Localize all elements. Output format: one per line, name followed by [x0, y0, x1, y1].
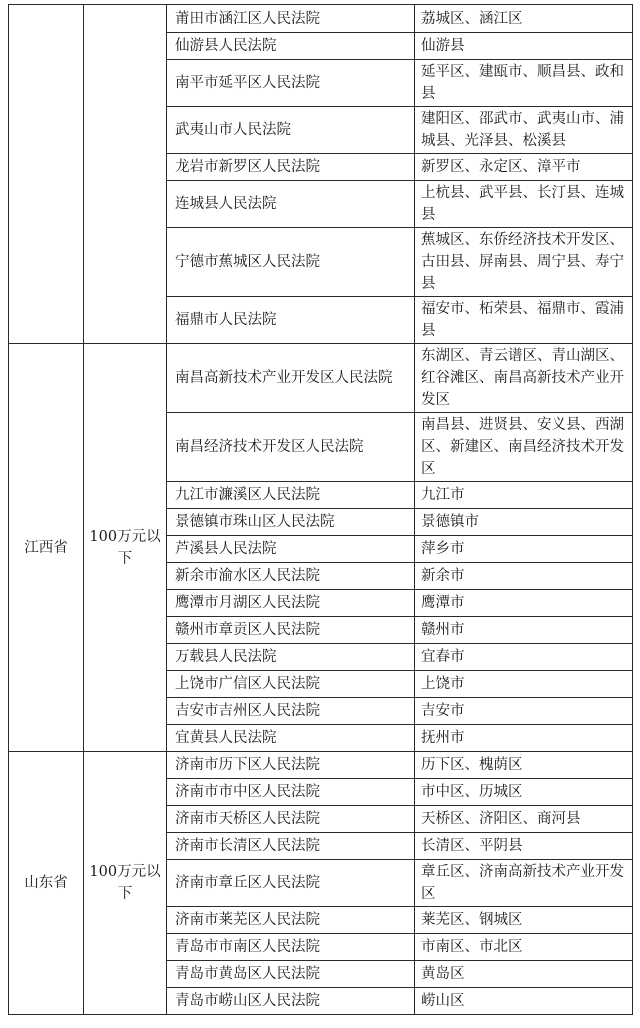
jurisdiction-area-cell: 萍乡市 [415, 536, 633, 563]
jurisdiction-area-cell: 蕉城区、东侨经济技术开发区、古田县、屏南县、周宁县、寿宁县 [415, 228, 633, 297]
jurisdiction-area-cell: 九江市 [415, 482, 633, 509]
court-name-cell: 仙游县人民法院 [167, 33, 415, 60]
court-name-cell: 景德镇市珠山区人民法院 [167, 509, 415, 536]
table-row [9, 5, 633, 33]
court-name-cell: 上饶市广信区人民法院 [167, 671, 415, 698]
court-name-cell: 吉安市吉州区人民法院 [167, 698, 415, 725]
jurisdiction-area-cell: 市中区、历城区 [415, 779, 633, 806]
jurisdiction-area-cell: 新余市 [415, 563, 633, 590]
jurisdiction-area-cell: 天桥区、济阳区、商河县 [415, 806, 633, 833]
table-row [9, 752, 633, 779]
court-name-cell: 九江市濂溪区人民法院 [167, 482, 415, 509]
jurisdiction-area-cell: 南昌县、进贤县、安义县、西湖区、新建区、南昌经济技术开发区 [415, 413, 633, 482]
court-name-cell: 武夷山市人民法院 [167, 107, 415, 154]
court-name-cell: 济南市市中区人民法院 [167, 779, 415, 806]
table-body [9, 5, 633, 1015]
court-name-cell: 鹰潭市月湖区人民法院 [167, 590, 415, 617]
court-name-cell: 芦溪县人民法院 [167, 536, 415, 563]
court-name-cell: 南昌经济技术开发区人民法院 [167, 413, 415, 482]
amount-cell: 100万元以下 [84, 752, 167, 1015]
court-name-cell: 青岛市市南区人民法院 [167, 934, 415, 961]
jurisdiction-area-cell: 鹰潭市 [415, 590, 633, 617]
court-name-cell: 济南市天桥区人民法院 [167, 806, 415, 833]
court-name-cell: 福鼎市人民法院 [167, 297, 415, 344]
jurisdiction-area-cell: 新罗区、永定区、漳平市 [415, 154, 633, 181]
court-name-cell: 龙岩市新罗区人民法院 [167, 154, 415, 181]
province-cell [9, 5, 84, 344]
court-name-cell: 宜黄县人民法院 [167, 725, 415, 752]
jurisdiction-area-cell: 章丘区、济南高新技术产业开发区 [415, 860, 633, 907]
court-name-cell: 济南市章丘区人民法院 [167, 860, 415, 907]
jurisdiction-area-cell: 赣州市 [415, 617, 633, 644]
jurisdiction-area-cell: 抚州市 [415, 725, 633, 752]
jurisdiction-area-cell: 荔城区、涵江区 [415, 5, 633, 33]
jurisdiction-area-cell: 历下区、槐荫区 [415, 752, 633, 779]
amount-cell: 100万元以下 [84, 344, 167, 752]
jurisdiction-area-cell: 黄岛区 [415, 961, 633, 988]
jurisdiction-area-cell: 宜春市 [415, 644, 633, 671]
court-name-cell: 济南市长清区人民法院 [167, 833, 415, 860]
jurisdiction-area-cell: 上饶市 [415, 671, 633, 698]
court-name-cell: 南昌高新技术产业开发区人民法院 [167, 344, 415, 413]
jurisdiction-area-cell: 莱芜区、钢城区 [415, 907, 633, 934]
jurisdiction-area-cell: 长清区、平阴县 [415, 833, 633, 860]
court-name-cell: 新余市渝水区人民法院 [167, 563, 415, 590]
jurisdiction-area-cell: 延平区、建瓯市、顺昌县、政和县 [415, 60, 633, 107]
court-name-cell: 赣州市章贡区人民法院 [167, 617, 415, 644]
province-cell: 江西省 [9, 344, 84, 752]
jurisdiction-area-cell: 东湖区、青云谱区、青山湖区、红谷滩区、南昌高新技术产业开发区 [415, 344, 633, 413]
jurisdiction-area-cell: 建阳区、邵武市、武夷山市、浦城县、光泽县、松溪县 [415, 107, 633, 154]
court-name-cell: 莆田市涵江区人民法院 [167, 5, 415, 33]
jurisdiction-area-cell: 崂山区 [415, 988, 633, 1015]
court-name-cell: 宁德市蕉城区人民法院 [167, 228, 415, 297]
court-name-cell: 济南市莱芜区人民法院 [167, 907, 415, 934]
jurisdiction-area-cell: 市南区、市北区 [415, 934, 633, 961]
court-name-cell: 连城县人民法院 [167, 181, 415, 228]
court-name-cell: 南平市延平区人民法院 [167, 60, 415, 107]
province-cell: 山东省 [9, 752, 84, 1015]
court-name-cell: 青岛市黄岛区人民法院 [167, 961, 415, 988]
jurisdiction-area-cell: 吉安市 [415, 698, 633, 725]
jurisdiction-area-cell: 仙游县 [415, 33, 633, 60]
jurisdiction-area-cell: 上杭县、武平县、长汀县、连城县 [415, 181, 633, 228]
court-name-cell: 济南市历下区人民法院 [167, 752, 415, 779]
jurisdiction-area-cell: 福安市、柘荣县、福鼎市、霞浦县 [415, 297, 633, 344]
amount-cell [84, 5, 167, 344]
court-jurisdiction-table [8, 4, 633, 1015]
court-name-cell: 万载县人民法院 [167, 644, 415, 671]
court-name-cell: 青岛市崂山区人民法院 [167, 988, 415, 1015]
jurisdiction-area-cell: 景德镇市 [415, 509, 633, 536]
table-row [9, 344, 633, 413]
